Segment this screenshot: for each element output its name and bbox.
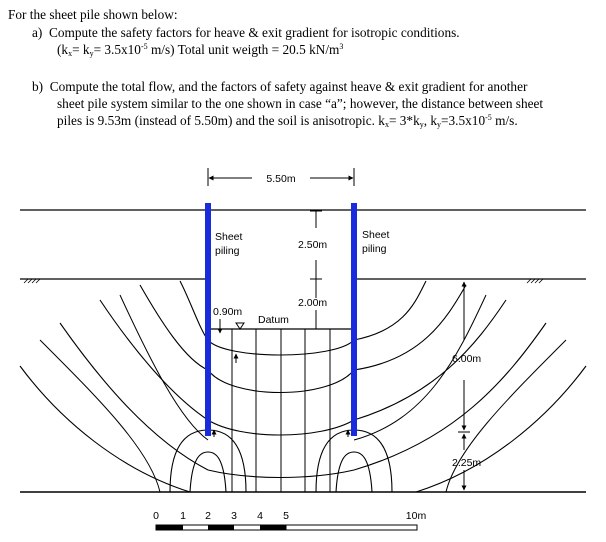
right-sheet-pile [351,203,357,436]
width-dimension [208,168,354,186]
right-pile-label-2: piling [362,243,387,255]
left-sheet-pile [205,203,211,436]
scale-tick-5: 5 [283,510,289,522]
datum-label: Datum [258,314,289,326]
depth-225-label: 2.25m [452,457,482,469]
right-pile-label-1: Sheet [362,229,390,241]
ground-surface [20,279,586,283]
part-a-line-1: a) Compute the safety factors for heave & exit gradient for isotropic conditions. [32,25,460,40]
depth-200-label: 2.00m [298,297,328,309]
depth-dimensions [310,211,322,329]
depth-600-label: 6.00m [452,353,482,365]
part-b-label: b) [32,79,44,94]
scale-tick-4: 4 [257,510,263,522]
scale-tick-2: 2 [205,510,211,522]
scale-bar [153,510,426,530]
datum-symbol [236,323,244,329]
part-a-line-2: ($k_x= k_y= 3.5x10^{-5}$ m/s) Total unit weigth = 20.5 $kN/m^3$ [57,42,344,58]
width-label: 5.50m [266,173,296,185]
scale-tick-0: 0 [153,510,159,522]
part-b-line-1: b) Compute the total flow, and the factors of safety against heave & exit gradient for another [32,79,528,94]
flow-lines [20,281,586,492]
left-pile-label-1: Sheet [215,231,243,243]
part-b-line-3: piles is 9.53m (instead of 5.50m) and the soil is anisotropic. $k_x= 3*k_y$, $k_y=3.5x10^{-5}$ m/s. [57,113,518,129]
scale-tick-3: 3 [231,510,237,522]
depth-250-label: 2.50m [298,239,328,251]
scale-tick-1: 1 [180,510,186,522]
part-a-label: a) [32,25,43,40]
part-b-line-2: sheet pile system similar to the one shown in case “a”; however, the distance between sheet [57,96,544,111]
intro-text: For the sheet pile shown below: [8,7,178,22]
left-pile-label-2: piling [215,245,240,257]
depth-090-label: 0.90m [213,306,243,318]
scale-tick-10m: 10m [405,510,427,522]
